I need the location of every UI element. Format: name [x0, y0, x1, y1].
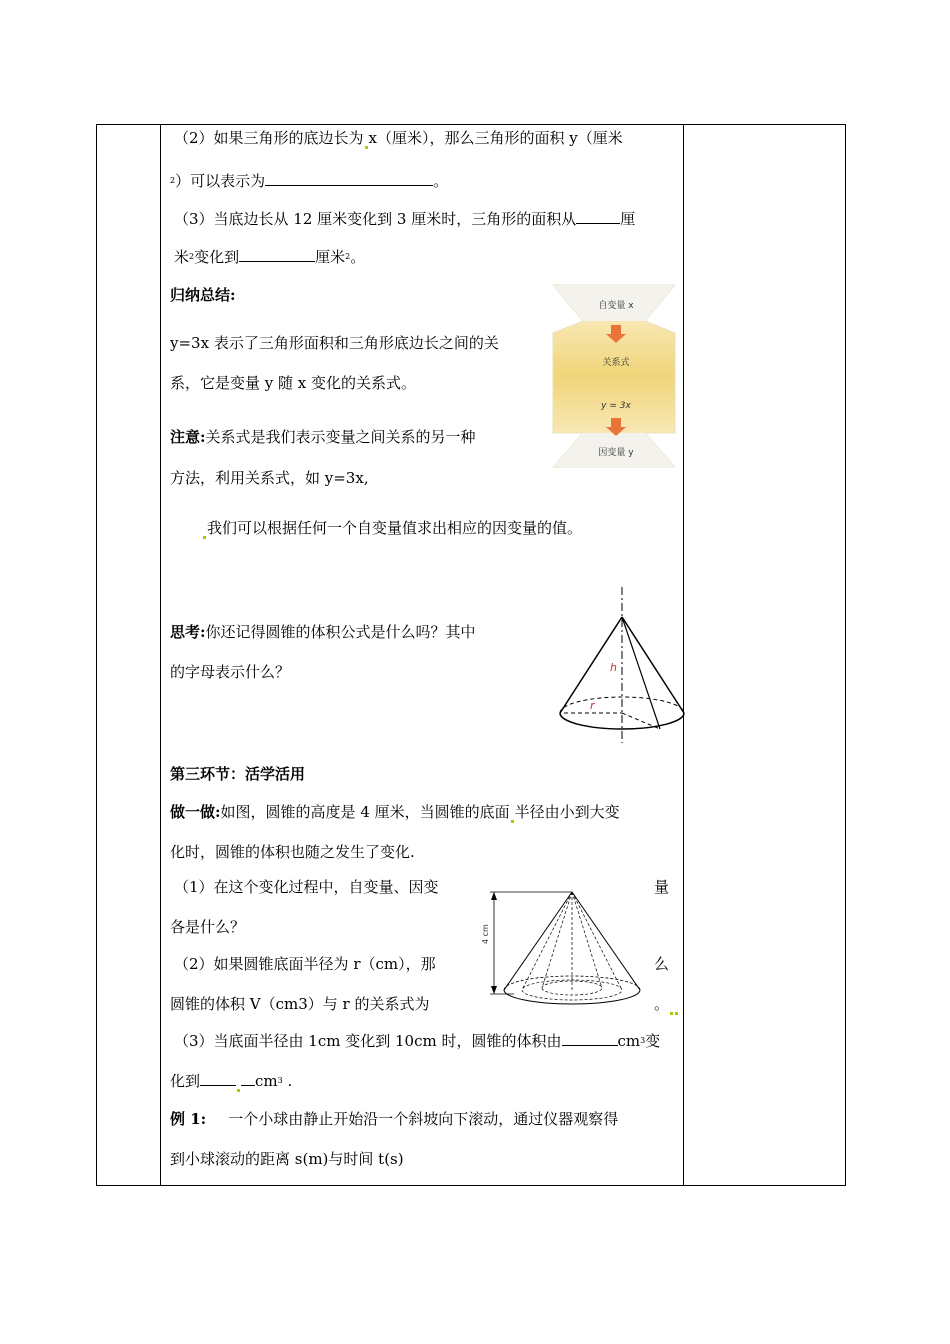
sub1-tail: 量 [654, 878, 670, 896]
try-it-line1: 做一做:如图，圆锥的高度是 4 厘米，当圆锥的底面 半径由小到大变 [170, 803, 620, 821]
summary-line1: y=3x 表示了三角形面积和三角形底边长之间的关 [170, 334, 499, 352]
cone-height-label: 4 cm [481, 924, 490, 944]
q3-line2: 米$^2$变化到 厘米$^2$。 [174, 248, 366, 266]
note-line2: 方法，利用关系式，如 y=3x, [170, 469, 369, 487]
sub1-line1: （1）在这个变化过程中，自变量、因变 [174, 878, 439, 896]
sub3-line1: （3）当底面半径由 1cm 变化到 10cm 时，圆锥的体积由 $cm^3$变 [174, 1032, 661, 1050]
summary-heading: 归纳总结: [170, 286, 236, 304]
q2-line1: （2）如果三角形的底边长为 x（厘米），那么三角形的面积 y（厘米 [174, 129, 623, 147]
q3-blank-2 [239, 247, 315, 262]
example-line2: 到小球滚动的距离 s(m)与时间 t(s) [170, 1150, 404, 1168]
summary-line2: 系，它是变量 y 随 x 变化的关系式。 [170, 374, 417, 392]
try-it-line2: 化时，圆锥的体积也随之发生了变化. [170, 843, 415, 861]
sub2-tail: 么 [654, 955, 670, 973]
q3-line1: （3）当底边长从 12 厘米变化到 3 厘米时，三角形的面积从 厘 [174, 210, 636, 228]
note-line3: 我们可以根据任何一个自变量值求出相应的因变量的值。 [202, 517, 582, 539]
sub3-blank-2 [200, 1071, 236, 1086]
section3-heading: 第三环节：活学活用 [170, 765, 306, 783]
cone-diagram-4cm [480, 884, 650, 1014]
cone-diagram-h-r [552, 585, 692, 745]
flow-middle-label: 关系式 [602, 358, 630, 368]
sub2-line2: 圆锥的体积 V（cm3）与 r 的关系式为 [170, 995, 430, 1013]
think-line2: 的字母表示什么？ [170, 663, 291, 681]
think-line1: 思考:你还记得圆锥的体积公式是什么吗？其中 [170, 623, 476, 641]
sub1-line2: 各是什么？ [170, 918, 246, 936]
variable-flow-diagram [545, 283, 685, 469]
note-line1: 注意:关系式是我们表示变量之间关系的另一种 [170, 428, 476, 446]
flow-top-label: 自变量 x [598, 301, 634, 311]
sub2-line2-end: 。 [654, 993, 679, 1015]
cone-h-label: h [610, 661, 617, 674]
q2-line2: $^2$）可以表示为 。 [170, 172, 449, 190]
column-divider-left [160, 124, 161, 1186]
q2-blank [265, 171, 433, 186]
cone-r-label: r [590, 699, 595, 712]
flow-bottom-label: 因变量 y [598, 448, 634, 458]
example-line1: 例 1: 一个小球由静止开始沿一个斜坡向下滚动，通过仪器观察得 [170, 1110, 619, 1128]
sub2-line1: （2）如果圆锥底面半径为 r（cm），那 [174, 955, 436, 973]
flow-formula: y = 3x [601, 401, 631, 411]
sub3-blank-1 [562, 1031, 618, 1046]
q3-blank-1 [576, 209, 620, 224]
sub3-line2: 化到 $cm^3$ . [170, 1072, 293, 1090]
